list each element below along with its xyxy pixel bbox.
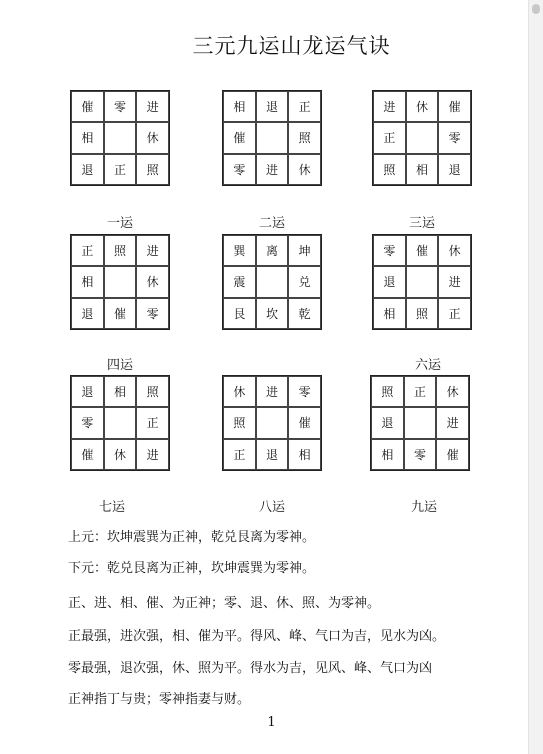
grid-label: 八运: [258, 500, 285, 515]
grid-cell: 照: [373, 154, 406, 185]
grid-cell: 照: [104, 235, 137, 266]
grid-cell: 正: [373, 122, 406, 153]
grid-cell: 零: [71, 407, 104, 438]
grid-cell: 坤: [288, 235, 321, 266]
grid-cell: 照: [136, 154, 169, 185]
page-title: 三元九运山龙运气诀: [192, 34, 391, 58]
grid-cell: 退: [438, 154, 471, 185]
grid-cell: 进: [256, 376, 289, 407]
grid-cell: [256, 266, 289, 297]
grid-cell: 相: [406, 154, 439, 185]
grid-cell: 进: [373, 91, 406, 122]
grid-cell: 进: [136, 91, 169, 122]
grid-cell: 进: [256, 154, 289, 185]
grid-cell: 正: [223, 439, 256, 470]
vertical-scrollbar[interactable]: [528, 0, 543, 754]
grid-cell: 退: [256, 91, 289, 122]
grid-cell: 休: [104, 439, 137, 470]
grid-cell: 乾: [288, 298, 321, 329]
grid-cell: 零: [373, 235, 406, 266]
scrollbar-thumb[interactable]: [532, 4, 540, 14]
grid-cell: 休: [288, 154, 321, 185]
grid-cell: 休: [438, 235, 471, 266]
page-number: 1: [267, 715, 276, 730]
rule-line: 正神指丁与贵；零神指妻与财。: [68, 692, 251, 707]
rule-line: 正、进、相、催、为正神；零、退、休、照、为零神。: [68, 596, 381, 611]
luck-grid: [70, 375, 170, 471]
grid-cell: 退: [256, 439, 289, 470]
grid-cell: 催: [406, 235, 439, 266]
grid-cell: 兑: [288, 266, 321, 297]
grid-cell: 进: [136, 439, 169, 470]
grid-cell: 相: [104, 376, 137, 407]
luck-grid: [370, 375, 470, 471]
rule-line: 上元：坎坤震巽为正神，乾兑艮离为零神。: [68, 530, 316, 545]
grid-cell: 正: [71, 235, 104, 266]
grid-cell: [104, 266, 137, 297]
grid-cell: 正: [438, 298, 471, 329]
grid-cell: [256, 122, 289, 153]
grid-cell: 照: [223, 407, 256, 438]
grid-label: 六运: [414, 358, 441, 373]
luck-grid: [222, 375, 322, 471]
grid-cell: 退: [371, 407, 404, 438]
grid-cell: 进: [436, 407, 469, 438]
grid-label: 九运: [410, 500, 437, 515]
grid-cell: 正: [404, 376, 437, 407]
rule-line: 正最强，进次强，相、催为平。得风、峰、气口为吉，见水为凶。: [68, 629, 446, 644]
grid-cell: 正: [288, 91, 321, 122]
grid-cell: 相: [371, 439, 404, 470]
grid-cell: 进: [438, 266, 471, 297]
grid-cell: 照: [136, 376, 169, 407]
grid-cell: 催: [71, 439, 104, 470]
grid-cell: 退: [373, 266, 406, 297]
grid-cell: 休: [136, 266, 169, 297]
grid-cell: 零: [136, 298, 169, 329]
grid-cell: 相: [373, 298, 406, 329]
grid-label: 一运: [106, 216, 133, 231]
grid-cell: 催: [436, 439, 469, 470]
grid-cell: 退: [71, 298, 104, 329]
grid-cell: [104, 122, 137, 153]
grid-cell: 零: [288, 376, 321, 407]
grid-cell: 进: [136, 235, 169, 266]
grid-cell: 零: [404, 439, 437, 470]
rule-line: 零最强，退次强，休、照为平。得水为吉，见风、峰、气口为凶: [68, 661, 433, 676]
grid-cell: 巽: [223, 235, 256, 266]
grid-cell: 退: [71, 376, 104, 407]
grid-cell: 退: [71, 154, 104, 185]
luck-grid: [70, 234, 170, 330]
grid-cell: 零: [223, 154, 256, 185]
grid-cell: 正: [136, 407, 169, 438]
luck-grid: [70, 90, 170, 186]
grid-cell: 催: [438, 91, 471, 122]
grid-cell: [406, 266, 439, 297]
grid-cell: [104, 407, 137, 438]
grid-label: 三运: [408, 216, 435, 231]
grid-cell: 相: [288, 439, 321, 470]
grid-cell: 震: [223, 266, 256, 297]
grid-cell: 催: [104, 298, 137, 329]
grid-cell: 休: [136, 122, 169, 153]
grid-cell: [256, 407, 289, 438]
grid-cell: 艮: [223, 298, 256, 329]
grid-cell: [404, 407, 437, 438]
grid-cell: 照: [288, 122, 321, 153]
grid-cell: 催: [288, 407, 321, 438]
grid-cell: 休: [223, 376, 256, 407]
grid-cell: [406, 122, 439, 153]
grid-cell: 催: [71, 91, 104, 122]
grid-cell: 照: [371, 376, 404, 407]
grid-cell: 相: [223, 91, 256, 122]
grid-cell: 零: [104, 91, 137, 122]
grid-cell: 离: [256, 235, 289, 266]
grid-label: 四运: [106, 358, 133, 373]
grid-cell: 相: [71, 122, 104, 153]
grid-cell: 休: [436, 376, 469, 407]
grid-cell: 正: [104, 154, 137, 185]
grid-cell: 坎: [256, 298, 289, 329]
grid-cell: 相: [71, 266, 104, 297]
grid-cell: 休: [406, 91, 439, 122]
grid-label: 二运: [258, 216, 285, 231]
grid-cell: 催: [223, 122, 256, 153]
luck-grid: [222, 90, 322, 186]
grid-cell: 零: [438, 122, 471, 153]
luck-grid: [372, 234, 472, 330]
grid-cell: 照: [406, 298, 439, 329]
rule-line: 下元：乾兑艮离为正神，坎坤震巽为零神。: [68, 561, 316, 576]
grid-label: 七运: [98, 500, 125, 515]
luck-grid: [372, 90, 472, 186]
luck-grid: [222, 234, 322, 330]
